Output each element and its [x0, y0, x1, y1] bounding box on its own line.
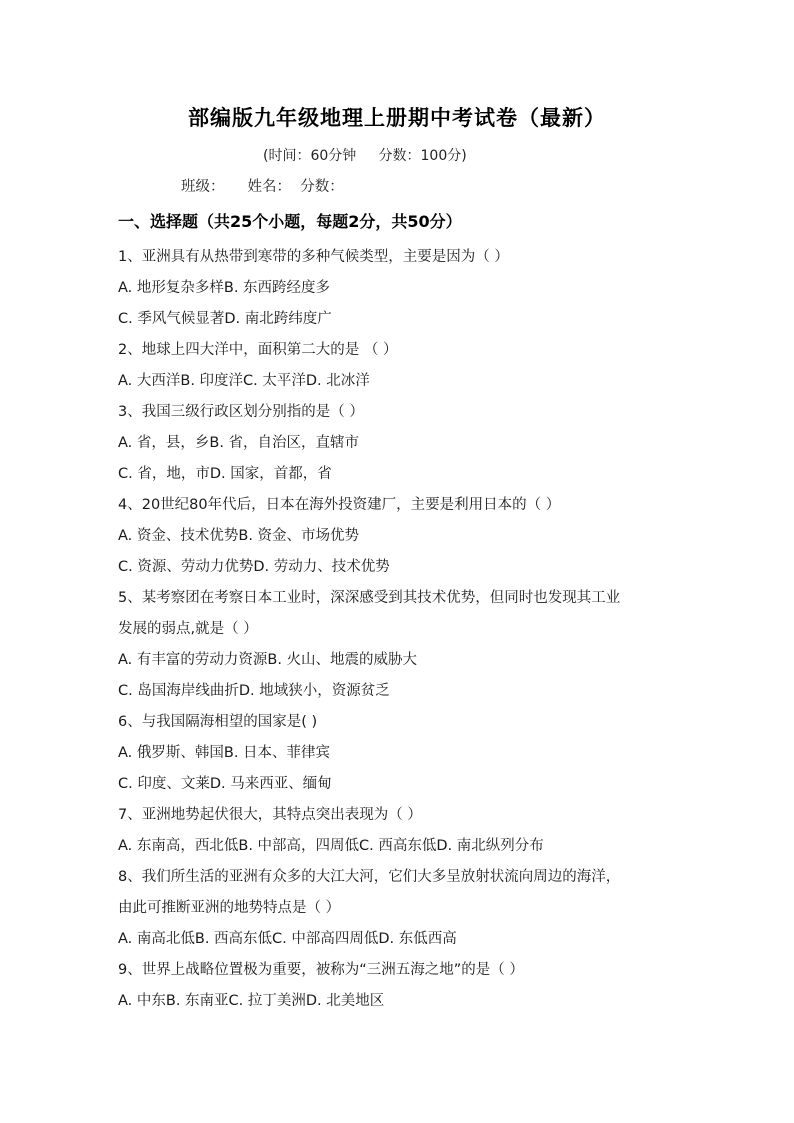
option-line: A. 俄罗斯、韩国B. 日本、菲律宾 — [118, 745, 331, 761]
question-line: 5、某考察团在考察日本工业时，深深感受到其技术优势，但同时也发现其工业 — [118, 590, 621, 606]
option-line: A. 资金、技术优势B. 资金、市场优势 — [118, 528, 360, 544]
option-line: A. 地形复杂多样B. 东西跨经度多 — [118, 280, 331, 296]
question-line: 9、世界上战略位置极为重要，被称为“三洲五海之地”的是（ ） — [118, 962, 524, 978]
option-line: C. 省，地，市D. 国家，首都，省 — [118, 466, 332, 482]
option-line: A. 有丰富的劳动力资源B. 火山、地震的威胁大 — [118, 652, 418, 668]
option-line: C. 岛国海岸线曲折D. 地域狭小，资源贫乏 — [118, 683, 390, 699]
page-title: 部编版九年级地理上册期中考试卷（最新） — [188, 105, 606, 130]
exam-time-score: (时间：60分钟 分数：100分) — [263, 148, 467, 164]
question-line-continued: 由此可推断亚洲的地势特点是（ ） — [118, 900, 341, 916]
question-list — [118, 242, 678, 1017]
question-line: 7、亚洲地势起伏很大，其特点突出表现为（ ） — [118, 807, 422, 823]
question-line: 3、我国三级行政区划分别指的是（ ） — [118, 404, 364, 420]
question-line-continued: 发展的弱点,就是（ ） — [118, 621, 258, 637]
question-line: 6、与我国隔海相望的国家是( ) — [118, 714, 318, 730]
section-heading: 一、选择题（共25个小题，每题2分，共50分） — [118, 212, 462, 231]
option-line: A. 省，县，乡B. 省，自治区，直辖市 — [118, 435, 360, 451]
option-line: A. 中东B. 东南亚C. 拉丁美洲D. 北美地区 — [118, 993, 385, 1009]
option-line: C. 季风气候显著D. 南北跨纬度广 — [118, 311, 332, 327]
option-line: A. 大西洋B. 印度洋C. 太平洋D. 北冰洋 — [118, 373, 370, 389]
option-line: A. 东南高，西北低B. 中部高，四周低C. 西高东低D. 南北纵列分布 — [118, 838, 544, 854]
option-line: C. 资源、劳动力优势D. 劳动力、技术优势 — [118, 559, 390, 575]
student-info-line: 班级： 姓名： 分数： — [181, 179, 344, 195]
question-line: 8、我们所生活的亚洲有众多的大江大河，它们大多呈放射状流向周边的海洋， — [118, 869, 621, 885]
option-line: C. 印度、文莱D. 马来西亚、缅甸 — [118, 776, 332, 792]
option-line: A. 南高北低B. 西高东低C. 中部高四周低D. 东低西高 — [118, 931, 457, 947]
question-line: 1、亚洲具有从热带到寒带的多种气候类型，主要是因为（ ） — [118, 249, 509, 265]
question-line: 2、地球上四大洋中，面积第二大的是 （ ） — [118, 342, 398, 358]
question-line: 4、20世纪80年代后，日本在海外投资建厂，主要是利用日本的（ ） — [118, 497, 561, 513]
